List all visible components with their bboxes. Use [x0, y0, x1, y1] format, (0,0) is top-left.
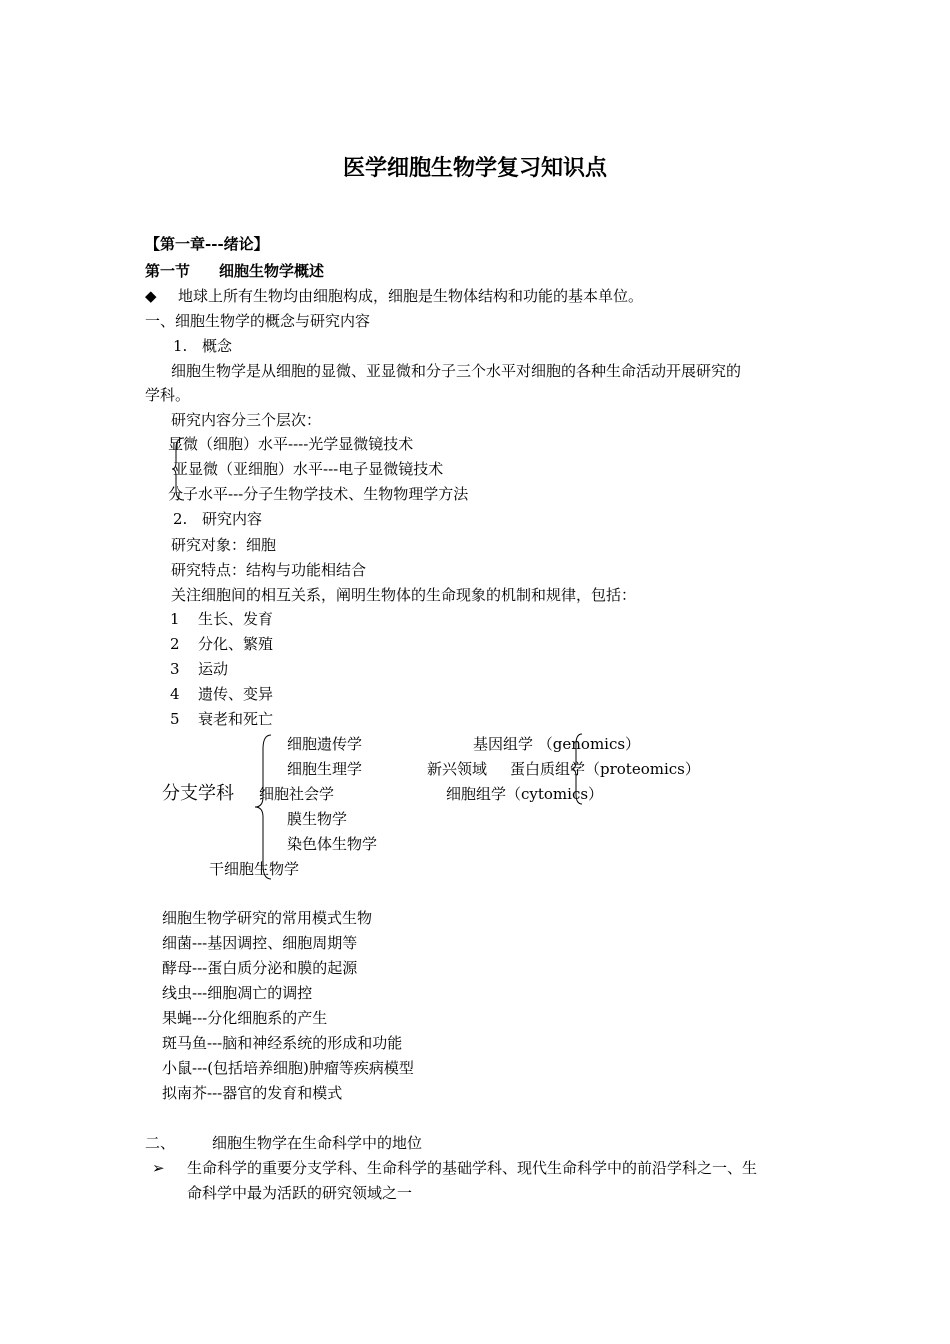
- item-text: 分化、繁殖: [198, 635, 274, 653]
- bullet-text: 地球上所有生物均由细胞构成，细胞是生物体结构和功能的基本单位。: [178, 287, 644, 305]
- content-number: 2.: [173, 510, 188, 528]
- branch-label: 分支学科: [162, 783, 234, 804]
- branch-brace-icon: [254, 735, 272, 879]
- levels-intro: 研究内容分三个层次：: [171, 411, 322, 429]
- part2-line-1: 生命科学的重要分支学科、生命科学的基础学科、现代生命科学中的前沿学科之一、生: [187, 1159, 758, 1177]
- emerging-item: 细胞组学（cytomics）: [446, 785, 604, 803]
- model-item: 细菌---基因调控、细胞周期等: [162, 934, 358, 952]
- levels-brace-icon: [172, 438, 186, 500]
- branch-item: 染色体生物学: [287, 835, 378, 853]
- content-label: 研究内容: [202, 510, 263, 528]
- item-text: 遗传、变异: [198, 685, 274, 703]
- model-item: 果蝇---分化细胞系的产生: [162, 1009, 328, 1027]
- branch-item: 干细胞生物学: [209, 860, 300, 878]
- concept-number: 1.: [173, 337, 188, 355]
- research-feature: 研究特点：结构与功能相结合: [171, 561, 367, 579]
- level-item: 显微（细胞）水平----光学显微镜技术: [168, 435, 414, 453]
- branch-item: 膜生物学: [287, 810, 348, 828]
- research-object: 研究对象：细胞: [171, 536, 277, 554]
- item-text: 生长、发育: [198, 610, 274, 628]
- model-item: 拟南芥---器官的发育和模式: [162, 1084, 343, 1102]
- diamond-bullet-icon: ◆: [145, 287, 157, 305]
- item-number: 2: [170, 635, 180, 653]
- definition-line-1: 细胞生物学是从细胞的显微、亚显微和分子三个水平对细胞的各种生命活动开展研究的: [171, 362, 742, 380]
- emerging-item: 基因组学 （genomics）: [473, 735, 641, 753]
- item-number: 3: [170, 660, 180, 678]
- item-text: 运动: [198, 660, 229, 678]
- item-number: 5: [170, 710, 180, 728]
- part1-heading: 一、细胞生物学的概念与研究内容: [145, 312, 371, 330]
- arrow-bullet-icon: ➢: [152, 1159, 165, 1177]
- level-item: 分子水平---分子生物学技术、生物物理学方法: [168, 485, 469, 503]
- item-number: 4: [170, 685, 180, 703]
- concept-label: 概念: [202, 337, 233, 355]
- model-item: 斑马鱼---脑和神经系统的形成和功能: [162, 1034, 403, 1052]
- item-number: 1: [170, 610, 180, 628]
- research-focus: 关注细胞间的相互关系，阐明生物体的生命现象的机制和规律，包括：: [171, 586, 637, 604]
- branch-item: 细胞生理学: [287, 760, 363, 778]
- definition-line-2: 学科。: [145, 386, 191, 404]
- emerging-brace-icon: [570, 734, 584, 804]
- part2-line-2: 命科学中最为活跃的研究领域之一: [187, 1184, 413, 1202]
- model-item: 线虫---细胞凋亡的调控: [162, 984, 313, 1002]
- section-number: 第一节: [145, 262, 191, 280]
- emerging-item: 蛋白质组学（proteomics）: [510, 760, 700, 778]
- level-item: 亚显微（亚细胞）水平---电子显微镜技术: [173, 460, 444, 478]
- model-item: 小鼠---(包括培养细胞)肿瘤等疾病模型: [162, 1059, 414, 1077]
- item-text: 衰老和死亡: [198, 710, 274, 728]
- section-name: 细胞生物学概述: [219, 262, 325, 280]
- models-title: 细胞生物学研究的常用模式生物: [162, 909, 373, 927]
- chapter-heading: 【第一章---绪论】: [145, 235, 269, 253]
- emerging-label: 新兴领域: [427, 760, 488, 778]
- part2-number: 二、: [145, 1134, 176, 1152]
- branch-item: 细胞遗传学: [287, 735, 363, 753]
- branch-item: 细胞社会学: [259, 785, 335, 803]
- model-item: 酵母---蛋白质分泌和膜的起源: [162, 959, 358, 977]
- document-title: 医学细胞生物学复习知识点: [342, 155, 607, 181]
- part2-heading: 细胞生物学在生命科学中的地位: [212, 1134, 423, 1152]
